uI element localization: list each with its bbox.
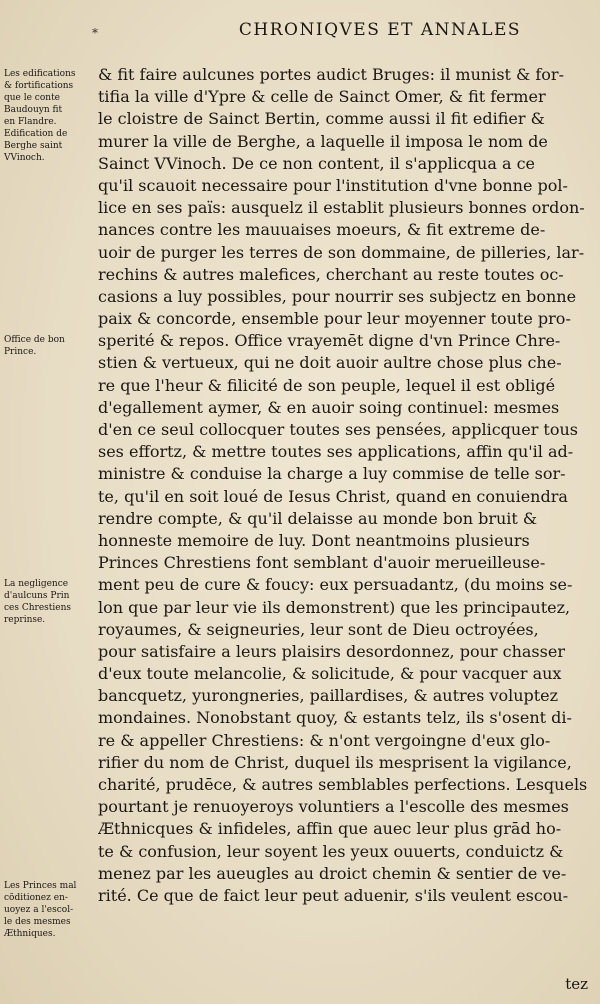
text-line: le cloistre de Sainct Bertin, comme aussi il fit edifier & [98, 109, 545, 129]
margin-note-princes: Les Princes mal cōditionez en- uoyez a l'escol- le des mesmes Æthniques. [4, 881, 77, 939]
text-line: royaumes, & seigneuries, leur sont de Dieu octroyées, [98, 619, 539, 639]
text-line: pour satisfaire a leurs plaisirs desordonnez, pour chasser [98, 641, 565, 661]
text-line: paix & concorde, ensemble pour leur moyenner toute pro- [98, 309, 571, 329]
running-title: CHRONIQVES ET ANNALES [238, 20, 522, 40]
page-header [92, 20, 592, 50]
text-line: qu'il scauoit necessaire pour l'institution d'vne bonne pol- [98, 175, 568, 195]
text-line: murer la ville de Berghe, a laquelle il imposa le nom de [98, 131, 548, 151]
header-mark: * [92, 26, 98, 40]
text-line: rechins & autres malefices, cherchant au reste toutes oc- [98, 264, 564, 284]
text-line: Princes Chrestiens font semblant d'auoir merueilleuse- [98, 553, 546, 573]
text-line: Æthnicques & infideles, affin que auec leur plus grād ho- [98, 819, 562, 839]
text-line: sperité & repos. Office vrayemēt digne d'vn Prince Chre- [98, 331, 561, 351]
text-line: menez par les aueugles au droict chemin & sentier de ve- [98, 863, 567, 883]
margin-note-edifications: Les edifications & fortifications que le conte Baudouyn fit en Flandre. Edification de Berghe saint VVinoch. [4, 69, 76, 163]
text-line: bancquetz, yurongneries, paillardises, & autres voluptez [98, 686, 559, 706]
text-line: re & appeller Chrestiens: & n'ont vergoingne d'eux glo- [98, 730, 551, 750]
text-line: stien & vertueux, qui ne doit auoir aultre chose plus che- [98, 353, 562, 373]
text-line: ministre & conduise la charge a luy commise de telle sor- [98, 464, 566, 484]
text-line: ses effortz, & mettre toutes ses applications, affin qu'il ad- [98, 442, 574, 462]
text-line: uoir de purger les terres de son dommaine, de pilleries, lar- [98, 242, 585, 262]
text-line: re que l'heur & filicité de son peuple, lequel il est obligé [98, 375, 556, 395]
text-line: lon que par leur vie ils demonstrent) que les principautez, [98, 597, 571, 617]
text-line: lice en ses païs: ausquelz il establit plusieurs bonnes ordon- [98, 198, 585, 218]
catchword: tez [565, 975, 588, 993]
text-line: te, qu'il en soit loué de Iesus Christ, quand en conuiendra [98, 486, 568, 506]
text-line: rité. Ce que de faict leur peut aduenir, s'ils veulent escou- [98, 885, 569, 905]
body-text [98, 64, 592, 907]
text-line: ment peu de cure & foucy: eux persuadantz, (du moins se- [98, 575, 573, 595]
text-line: tifia la ville d'Ypre & celle de Sainct Omer, & fit fermer [98, 87, 546, 107]
text-line: mondaines. Nonobstant quoy, & estants telz, ils s'osent di- [98, 708, 572, 728]
text-line: rendre compte, & qu'il delaisse au monde bon bruit & [98, 508, 538, 528]
text-line: charité, prudēce, & autres semblables perfections. Lesquels [98, 775, 588, 794]
margin-note-office: Office de bon Prince. [4, 335, 65, 357]
text-line: te & confusion, leur soyent les yeux ouuerts, conduictz & [98, 841, 564, 861]
text-line: d'eux toute melancolie, & solicitude, & pour vacquer aux [98, 664, 562, 684]
text-line: rifier du nom de Christ, duquel ils mesprisent la vigilance, [98, 752, 572, 772]
text-line: Sainct VVinoch. De ce non content, il s'applicqua a ce [98, 153, 536, 173]
text-line: nances contre les mauuaises moeurs, & fit extreme de- [98, 220, 546, 240]
text-line: honneste memoire de luy. Dont neantmoins plusieurs [98, 530, 530, 550]
text-line: pourtant je renuoyeroys voluntiers a l'escolle des mesmes [98, 797, 569, 817]
margin-note-negligence: La negligence d'aulcuns Prin ces Chrestiens reprinse. [4, 579, 72, 625]
text-line: d'egallement aymer, & en auoir soing continuel: mesmes [98, 397, 560, 417]
text-line: d'en ce seul collocquer toutes ses pensées, applicquer tous [98, 420, 579, 439]
text-line: & fit faire aulcunes portes audict Bruges: il munist & for- [98, 65, 564, 84]
text-line: casions a luy possibles, pour nourrir ses subjectz en bonne [98, 286, 577, 306]
